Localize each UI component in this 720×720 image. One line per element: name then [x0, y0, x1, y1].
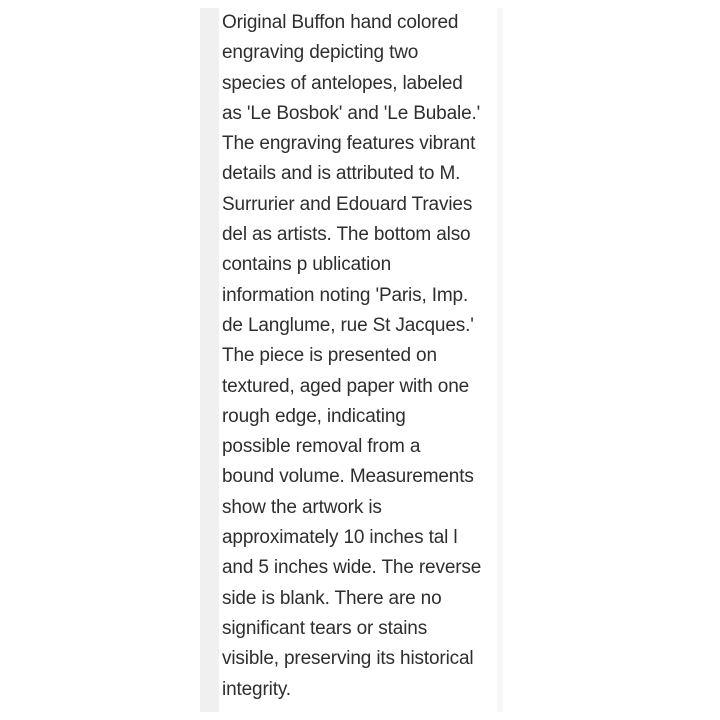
- left-margin-strip: [200, 8, 219, 712]
- text-panel: [219, 8, 497, 712]
- right-margin-strip: [497, 8, 503, 712]
- description-text: Original Buffon hand colored engraving depicting two species of antelopes, labeled as 'Le Bosbok' and 'Le Bubale.' The engraving features vibrant details and is attributed to M. Surrurier and Edouard Travies del as artists. The bottom also contains p ublication information noting 'Paris, Imp. de Langlume, rue St Jacques.' The piece is presented on textured, aged paper with one rough edge, indicating possible removal from a bound volume. Measurements show the artwork is approximately 10 inches tal l and 5 inches wide. The reverse side is blank. There are no significant tears or stains visible, preserving its historical integrity.: [222, 12, 482, 700]
